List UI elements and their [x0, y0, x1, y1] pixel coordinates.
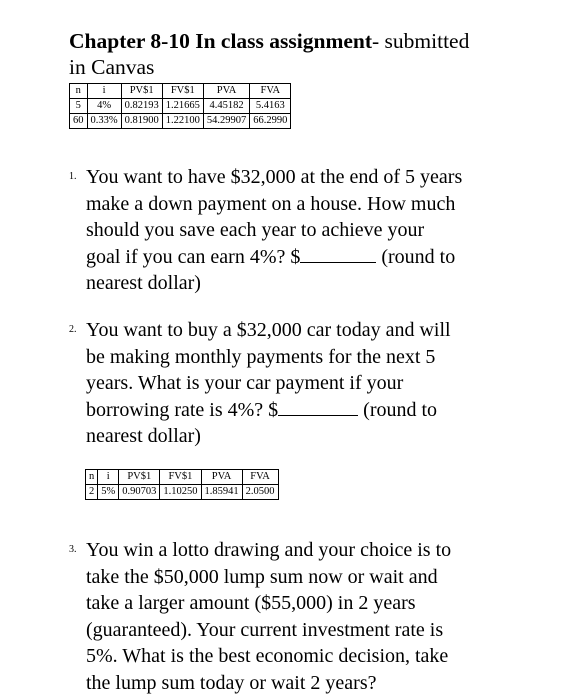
answer-blank[interactable]: [300, 246, 376, 263]
table-cell: 5%: [98, 485, 119, 500]
table-cell: 2: [86, 485, 98, 500]
question-line: 5%. What is the best economic decision, take: [86, 645, 449, 667]
table-cell: 4.45182: [203, 99, 249, 114]
table-header-cell: n: [86, 470, 98, 485]
question-line: You win a lotto drawing and your choice is to: [86, 539, 452, 561]
table-header-cell: FV$1: [162, 84, 203, 99]
table-header-cell: PV$1: [121, 84, 162, 99]
table-cell: 2.0500: [242, 485, 278, 500]
question-line: You want to have $32,000 at the end of 5 years: [86, 166, 463, 188]
table-cell: 0.33%: [87, 114, 121, 129]
table-cell: 0.81900: [121, 114, 162, 129]
table-cell: 54.29907: [203, 114, 249, 129]
table-header-cell: FVA: [250, 84, 291, 99]
table-header-cell: i: [98, 470, 119, 485]
table-cell: 60: [70, 114, 88, 129]
table-cell: 1.21665: [162, 99, 203, 114]
factor-table-1: [69, 83, 291, 129]
answer-prompt: borrowing rate is 4%? $: [86, 398, 279, 421]
table-header-row: [86, 470, 279, 485]
question-line: nearest dollar): [86, 425, 201, 447]
question-answer-line: [86, 397, 516, 424]
question-line: be making monthly payments for the next 5: [86, 345, 436, 368]
answer-blank[interactable]: [278, 399, 358, 416]
question-line: (guaranteed). Your current investment rate is: [86, 618, 444, 641]
answer-suffix: (round to: [376, 245, 456, 268]
question-line: should you save each year to achieve your: [86, 219, 425, 241]
table-header-cell: FV$1: [160, 470, 201, 485]
question-line: the lump sum today or wait 2 years?: [86, 671, 377, 694]
question-2: [69, 317, 516, 450]
table-header-cell: PVA: [203, 84, 249, 99]
question-3: [69, 537, 516, 696]
table-cell: 1.22100: [162, 114, 203, 129]
question-line: nearest dollar): [86, 272, 201, 294]
question-answer-line: [86, 244, 516, 271]
table-cell: 1.85941: [201, 485, 242, 500]
factor-table-2: [85, 469, 279, 500]
table-header-cell: FVA: [242, 470, 278, 485]
title-rest: - submitted: [372, 29, 470, 53]
table-cell: 1.10250: [160, 485, 201, 500]
table-header-row: [70, 84, 291, 99]
table-cell: 0.90703: [119, 485, 160, 500]
answer-suffix: (round to: [358, 398, 438, 421]
table-cell: 0.82193: [121, 99, 162, 114]
table-header-cell: PV$1: [119, 470, 160, 485]
question-text: [86, 537, 516, 696]
table-cell: 66.2990: [250, 114, 291, 129]
question-line: You want to buy a $32,000 car today and will: [86, 319, 451, 341]
table-header-cell: n: [70, 84, 88, 99]
page-title: [69, 28, 509, 80]
answer-prompt: goal if you can earn 4%? $: [86, 245, 301, 268]
title-line-1: [69, 28, 509, 54]
question-line: take the $50,000 lump sum now or wait and: [86, 565, 438, 588]
question-number: 3.: [69, 544, 77, 555]
table-cell: 5.4163: [250, 99, 291, 114]
table-header-cell: PVA: [201, 470, 242, 485]
title-bold: Chapter 8-10 In class assignment: [69, 29, 373, 53]
question-line: take a larger amount ($55,000) in 2 years: [86, 592, 416, 614]
table-row: [70, 99, 291, 114]
question-number: 2.: [69, 324, 77, 335]
table-row: [86, 485, 279, 500]
table-cell: 5: [70, 99, 88, 114]
table-cell: 4%: [87, 99, 121, 114]
question-text: [86, 317, 516, 450]
question-line: make a down payment on a house. How much: [86, 192, 456, 215]
question-1: [69, 164, 516, 297]
table-header-cell: i: [87, 84, 121, 99]
question-number: 1.: [69, 171, 77, 182]
table-row: [70, 114, 291, 129]
question-line: years. What is your car payment if your: [86, 372, 404, 394]
question-text: [86, 164, 516, 297]
title-line-2: in Canvas: [69, 55, 155, 79]
